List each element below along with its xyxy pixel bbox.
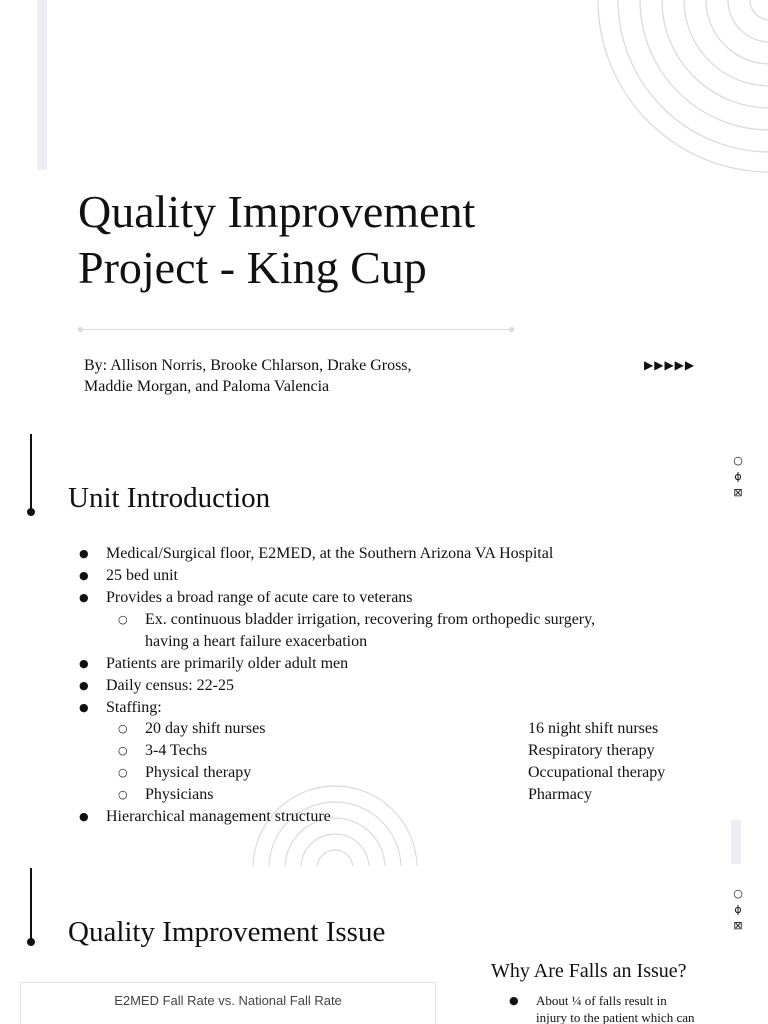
staff-item: Respiratory therapy <box>528 742 655 759</box>
list-item: ● Daily census: 22-25 <box>106 675 234 697</box>
staff-item: Occupational therapy <box>528 764 666 781</box>
staff-item: ○ Physicians <box>145 784 213 806</box>
list-item: ● Hierarchical management structure <box>106 806 331 828</box>
quality-improvement-issue-slide <box>0 866 768 1024</box>
bullet-icon: ● <box>509 994 519 1007</box>
list-item: ● Staffing: <box>106 697 162 719</box>
presentation-title <box>78 184 475 296</box>
why-bullet-line-1: About ¼ of falls result in <box>536 993 667 1008</box>
chart-title: E2MED Fall Rate vs. National Fall Rate <box>114 993 342 1008</box>
circle-icon: ○ <box>733 454 743 467</box>
accent-line <box>30 434 32 512</box>
list-item: ● Provides a broad range of acute care to veterans <box>106 587 413 609</box>
circle-icon: ○ <box>733 887 743 900</box>
decorative-bar <box>37 0 47 170</box>
accent-line <box>30 868 32 942</box>
list-item: ● 25 bed unit <box>106 565 178 587</box>
staff-item: ○ 3-4 Techs <box>145 740 207 762</box>
example-line-2: having a heart failure exacerbation <box>145 633 368 650</box>
boxed-x-icon: ⊠ <box>733 486 743 499</box>
list-item: ● Medical/Surgical floor, E2MED, at the Southern Arizona VA Hospital <box>106 543 553 565</box>
why-bullet-line-2: injury to the patient which can <box>536 1010 695 1024</box>
title-slide <box>0 0 768 418</box>
why-heading: Why Are Falls an Issue? <box>491 960 687 982</box>
staff-item: Pharmacy <box>528 786 592 803</box>
example-line-1: Ex. continuous bladder irrigation, recovering from orthopedic surgery, <box>145 611 596 628</box>
slide-heading: Unit Introduction <box>68 482 271 514</box>
sub-list-item <box>145 609 595 653</box>
why-bullet <box>509 992 736 1024</box>
staff-item: ○ Physical therapy <box>145 762 251 784</box>
fall-rate-chart <box>20 982 436 1024</box>
phi-icon: ɸ <box>734 470 742 483</box>
slide-heading: Quality Improvement Issue <box>68 916 386 948</box>
arrow-decoration: ▶▶▶▶▶ <box>644 358 696 372</box>
side-symbols <box>732 453 744 501</box>
authors-line-1: By: Allison Norris, Brooke Chlarson, Drake Gross, <box>84 357 412 374</box>
staff-item: 16 night shift nurses <box>528 720 659 737</box>
staff-item: ○ 20 day shift nurses <box>145 718 265 740</box>
authors-line-2: Maddie Morgan, and Paloma Valencia <box>84 378 330 395</box>
decorative-bar <box>731 820 741 864</box>
decorative-circles <box>590 0 768 175</box>
title-divider <box>80 329 512 330</box>
phi-icon: ɸ <box>734 903 742 916</box>
unit-introduction-slide <box>0 426 768 866</box>
list-item: ● Patients are primarily older adult men <box>106 653 348 675</box>
title-line-1: Quality Improvement <box>78 186 476 237</box>
side-symbols <box>732 886 744 934</box>
authors <box>84 355 464 397</box>
boxed-x-icon: ⊠ <box>733 919 743 932</box>
title-line-2: Project - King Cup <box>78 242 427 293</box>
